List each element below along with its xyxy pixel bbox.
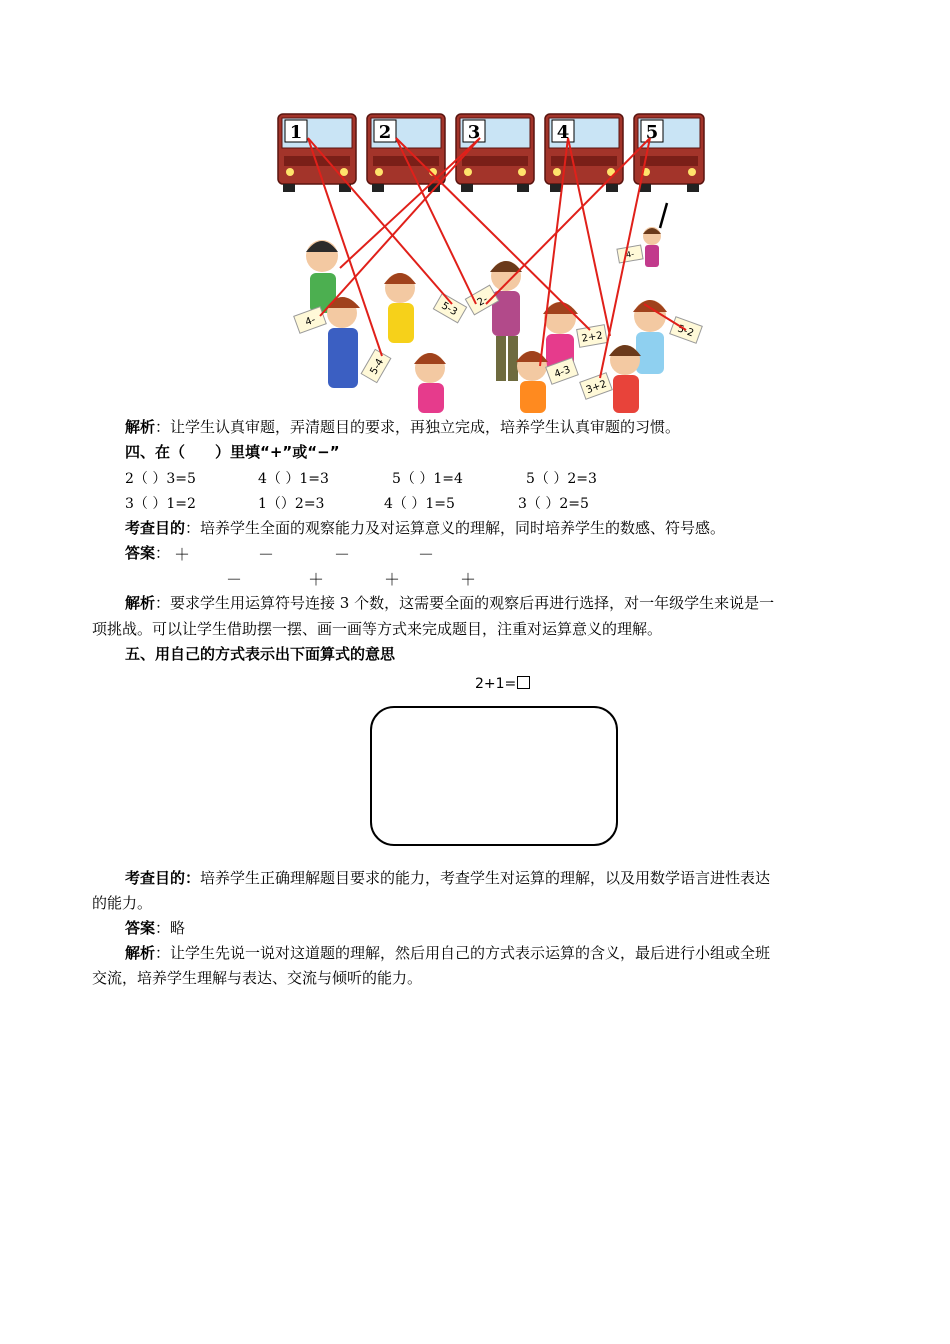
label: 答案 xyxy=(125,544,156,562)
pointer-mark xyxy=(660,203,667,228)
s4-analysis xyxy=(125,592,774,614)
label: 解析 xyxy=(125,418,156,436)
s5-answer xyxy=(125,917,185,939)
s4-q3: 5（ ）1=4 xyxy=(392,471,463,487)
answer-6: ＋ xyxy=(308,570,325,589)
text: ：略 xyxy=(155,919,186,937)
bus-number: 3 xyxy=(467,122,481,143)
card-label: 2+2 xyxy=(580,330,604,345)
answer-3: － xyxy=(334,545,351,564)
s4-q2: 4（ ）1=3 xyxy=(258,471,329,487)
s5-purpose xyxy=(125,867,770,889)
s4-q5: 3（ ）1=2 xyxy=(125,496,196,512)
answer-4: － xyxy=(418,545,435,564)
bus-number: 4 xyxy=(556,122,570,143)
answer-1: ＋ xyxy=(174,545,191,564)
text: ：要求学生用运算符号连接 3 个数，这需要全面的观察后再进行选择，对一年级学生来说是一 xyxy=(155,594,775,612)
s4-q7: 4（ ）1=5 xyxy=(384,496,455,512)
s5-purpose-cont: 的能力。 xyxy=(92,894,153,912)
text: ：让学生先说一说对这道题的理解，然后用自己的方式表示运算的含义，最后进行小组或全班 xyxy=(155,944,771,962)
answer-8: ＋ xyxy=(460,570,477,589)
s4-analysis-cont: 项挑战。可以让学生借助摆一摆、画一画等方式来完成题目，注重对运算意义的理解。 xyxy=(92,620,663,638)
label: 考查目的 xyxy=(125,519,186,537)
s4-q6: 1（）2=3 xyxy=(258,496,325,512)
text: 培养学生正确理解题目要求的能力，考查学生对运算的理解，以及用数学语言进性表达 xyxy=(200,869,771,887)
s4-q1: 2（ ）3=5 xyxy=(125,471,196,487)
answer-5: － xyxy=(226,570,243,589)
s5-analysis xyxy=(125,942,770,964)
s4-q4: 5（ ）2=3 xyxy=(526,471,597,487)
answer-7: ＋ xyxy=(384,570,401,589)
bus-number: 2 xyxy=(378,122,392,143)
card-label: 4- xyxy=(303,314,318,329)
card-label: 5-2 xyxy=(675,323,696,340)
card-label: 5-3 xyxy=(439,300,460,319)
card-label: 4-3 xyxy=(552,364,573,381)
card-label: 4- xyxy=(625,249,635,260)
bus-4 xyxy=(545,114,623,192)
s5-title: 五、用自己的方式表示出下面算式的意思 xyxy=(125,645,396,663)
label: 答案 xyxy=(125,919,156,937)
text: ：让学生认真审题，弄清题目的要求，再独立完成，培养学生认真审题的习惯。 xyxy=(155,418,681,436)
label: 考查目的： xyxy=(125,869,201,887)
label: 解析 xyxy=(125,944,156,962)
drawing-area[interactable] xyxy=(370,706,618,846)
s5-formula xyxy=(475,676,530,692)
bus-number: 5 xyxy=(645,122,659,143)
label: 解析 xyxy=(125,594,156,612)
s4-title: 四、在（ ）里填“+”或“−” xyxy=(125,443,340,461)
bus-matching-illustration xyxy=(270,108,710,413)
card-label: 5-4 xyxy=(368,356,387,377)
formula-text: 2+1= xyxy=(475,676,517,692)
card-label: 2- xyxy=(475,294,490,309)
answer-2: － xyxy=(258,545,275,564)
s4-answer: 答案： xyxy=(125,544,171,562)
s4-q8: 3（ ）2=5 xyxy=(518,496,589,512)
bus-number: 1 xyxy=(289,122,303,143)
text: ：培养学生全面的观察能力及对运算意义的理解，同时培养学生的数感、符号感。 xyxy=(185,519,726,537)
bus-5 xyxy=(634,114,704,192)
card-label: 3+2 xyxy=(584,378,609,397)
s4-purpose xyxy=(125,517,725,539)
s1-analysis xyxy=(125,416,680,438)
blank-square xyxy=(517,676,530,689)
s5-analysis-cont: 交流，培养学生理解与表达、交流与倾听的能力。 xyxy=(92,969,423,987)
